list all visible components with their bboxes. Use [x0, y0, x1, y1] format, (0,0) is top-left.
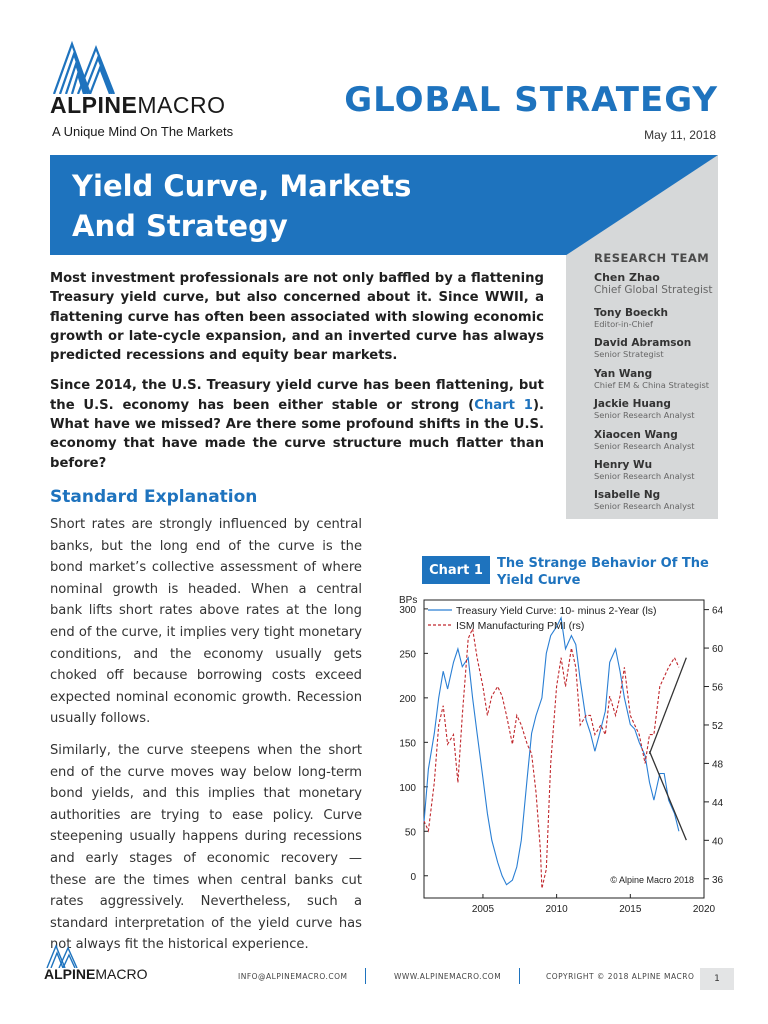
y-tick-label-right: 44 — [712, 797, 724, 809]
body-paragraph: Similarly, the curve steepens when the short end of the curve moves way below long-term bond yields, and this implies that monetary authorities are trying to ease policy. Curve steepening usually happens during recessions and early stages of economic recovery — these are the times when central banks cut rates aggressively. Nevertheless, such a standard interpretation of the yield curve has not always fit the historical experience. — [50, 742, 362, 953]
x-tick-label: 2015 — [619, 904, 642, 915]
body-column — [50, 514, 362, 966]
alpine-macro-logo — [50, 40, 290, 140]
legend-label: Treasury Yield Curve: 10- minus 2-Year (ls) — [456, 605, 657, 617]
y-tick-label-right: 36 — [712, 874, 724, 886]
footer-email[interactable]: INFO@ALPINEMACRO.COM — [238, 972, 348, 981]
team-member: Jackie Huang Senior Research Analyst — [594, 398, 695, 420]
y-tick-label-left: 200 — [399, 693, 416, 705]
team-member: Chen Zhao Chief Global Strategist — [594, 271, 713, 296]
y-tick-label-left: 300 — [399, 604, 416, 616]
y-axis-label-left: BPs — [399, 595, 418, 606]
chart-1-link[interactable]: Chart 1 — [474, 397, 533, 413]
footer-divider — [365, 968, 366, 984]
team-member: Isabelle Ng Senior Research Analyst — [594, 489, 695, 511]
footer-divider — [519, 968, 520, 984]
research-team-heading: RESEARCH TEAM — [594, 251, 710, 265]
mountain-logo-icon — [46, 944, 86, 968]
chart-source: © Alpine Macro 2018 — [610, 875, 694, 885]
page-number: 1 — [700, 968, 734, 990]
y-tick-label-right: 52 — [712, 720, 724, 732]
mountain-logo-icon — [52, 40, 132, 94]
report-title: Yield Curve, Markets And Strategy — [72, 169, 412, 243]
chart-tag: Chart 1 — [422, 556, 490, 584]
trend-line-up — [649, 658, 686, 754]
y-tick-label-right: 40 — [712, 836, 724, 848]
yield-curve-chart — [384, 590, 734, 930]
intro-paragraph: Most investment professionals are not only baffled by a flattening Treasury yield curve, but also concerned about it. Since WWII, a flattening curve has often been associated with slowing economic growth or late-cycle expansion, and an inverted curve has always predicted recessions and equity bear markets. — [50, 271, 544, 364]
intro-paragraph: Since 2014, the U.S. Treasury yield curve has been flattening, but the U.S. economy has been either stable or strong (Chart 1). What have we missed? Are there some profound shifts in the U.S. economy that have made the curve structure much flatter than before? — [50, 378, 544, 471]
intro-text — [50, 269, 544, 484]
team-member: Yan Wang Chief EM & China Strategist — [594, 368, 710, 390]
footer-wordmark: ALPINEMACRO — [44, 966, 148, 982]
legend-label: ISM Manufacturing PMI (rs) — [456, 620, 585, 632]
y-tick-label-right: 56 — [712, 682, 724, 694]
x-tick-label: 2020 — [692, 904, 716, 915]
team-member: Henry Wu Senior Research Analyst — [594, 459, 695, 481]
team-member: Xiaocen Wang Senior Research Analyst — [594, 429, 695, 451]
y-tick-label-left: 0 — [410, 871, 416, 883]
publication-title: GLOBAL STRATEGY — [344, 80, 718, 120]
body-paragraph: Short rates are strongly influenced by central banks, but the long end of the curve is the bond market’s collective assessment of where nominal growth is headed. When a central bank lifts short rates above rates at the long end of the curve, it implies very tight monetary conditions, and the economy usually gets choked off because borrowing costs exceed expected nominal economic growth. Recession usually follows. — [50, 517, 362, 727]
logo-tagline: A Unique Mind On The Markets — [52, 124, 234, 139]
y-tick-label-left: 100 — [399, 782, 416, 794]
y-tick-label-right: 64 — [712, 605, 724, 617]
y-tick-label-right: 60 — [712, 644, 724, 656]
team-member: David Abramson Senior Strategist — [594, 337, 692, 359]
plot-frame — [424, 600, 704, 898]
y-tick-label-left: 50 — [404, 827, 416, 839]
y-tick-label-right: 48 — [712, 759, 724, 771]
y-tick-label-left: 250 — [399, 649, 416, 661]
footer-copyright: COPYRIGHT © 2018 ALPINE MACRO — [546, 972, 695, 981]
chart-title: The Strange Behavior Of The Yield Curve — [497, 556, 709, 588]
x-tick-label: 2005 — [471, 904, 495, 915]
footer-website[interactable]: WWW.ALPINEMACRO.COM — [394, 972, 502, 981]
footer-logo — [44, 944, 184, 984]
team-member: Tony Boeckh Editor-in-Chief — [594, 307, 668, 329]
logo-wordmark: ALPINEMACRO — [50, 92, 226, 118]
x-tick-label: 2010 — [545, 904, 568, 915]
y-tick-label-left: 150 — [399, 738, 416, 750]
publication-date: May 11, 2018 — [644, 128, 716, 142]
section-heading: Standard Explanation — [50, 487, 258, 507]
